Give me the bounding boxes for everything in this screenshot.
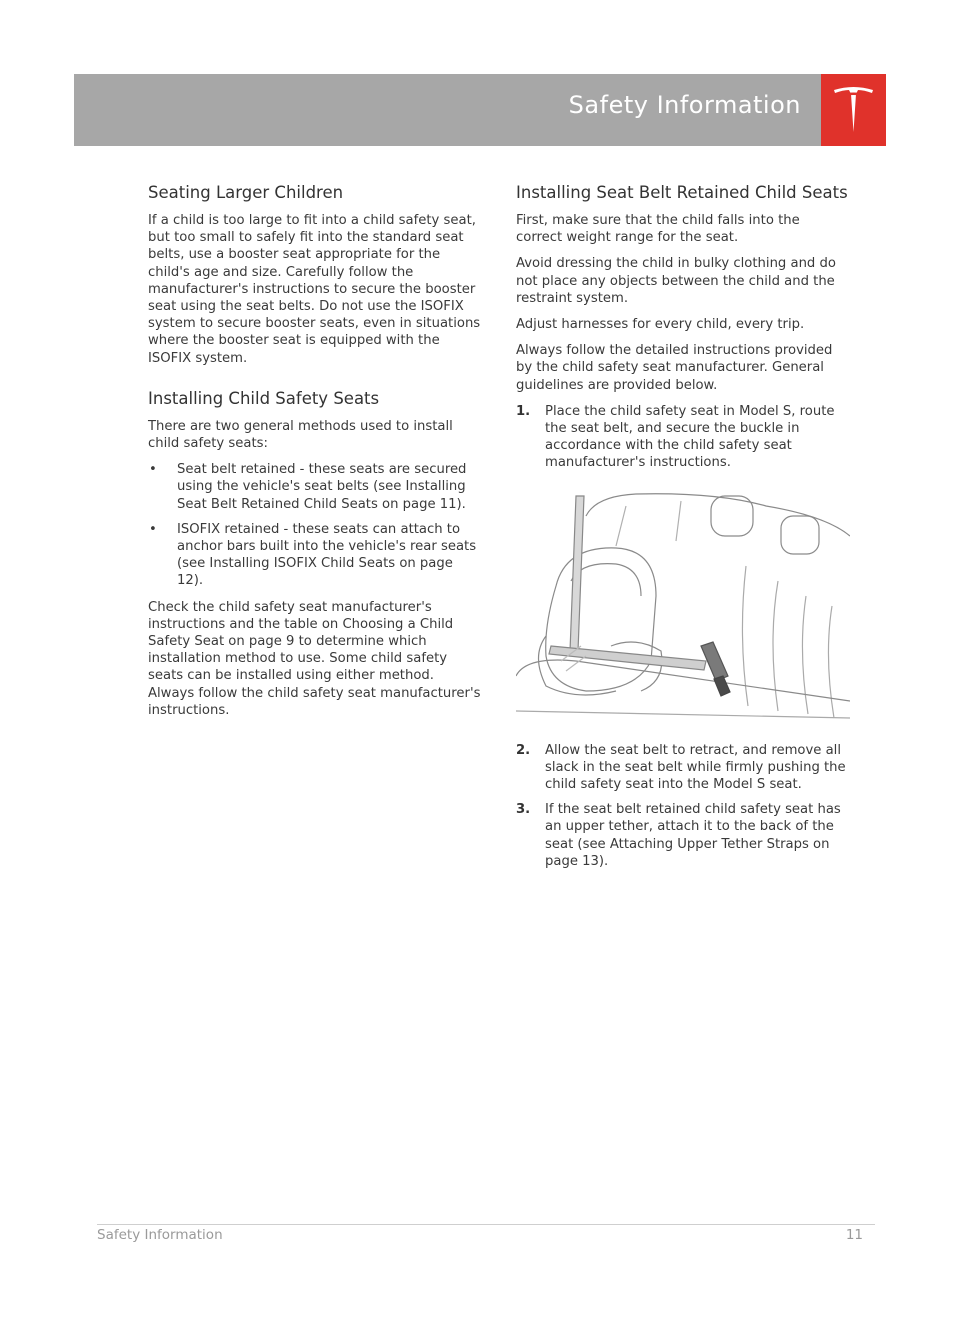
bullet-list [148,461,482,589]
brand-logo [821,74,886,146]
paragraph: Always follow the detailed instructions provided by the child safety seat manufacturer. General guidelines are provided below. [516,343,833,393]
tesla-logo-icon [832,85,875,135]
list-item: • ISOFIX retained - these seats can attach to anchor bars built into the vehicle's rear seats (see Installing ISOFIX Child Seats on page 12). [149,521,477,589]
paragraph-check: Check the child safety seat manufacturer's instructions and the table on Choosing a Child Safety Seat on page 9 to determine which installation method to use. Some child safety seats can be installed using either method. Always follow the child safety seat manufacturer's instructions. [148,599,481,718]
paragraph: Adjust harnesses for every child, every trip. [516,317,805,333]
footer-divider [97,1224,875,1225]
paragraph-larger-children: If a child is too large to fit into a child safety seat, but too small to safely fit into the standard seat belts, use a booster seat appropriate for the child's age and size. Carefully follow the manufacturer's instructions to secure the booster seat using the seat belts. Do not use the ISOFIX system to secure booster seats, even in situations where the booster seat is equipped with the ISOFIX system. [148,213,481,366]
paragraph: First, make sure that the child falls into the correct weight range for the seat. [516,213,800,246]
list-item: • Seat belt retained - these seats are secured using the vehicle's seat belts (see Installing Seat Belt Retained Child Seats on page 11). [149,462,467,512]
right-column [516,182,850,878]
step-item: 3. If the seat belt retained child safety seat has an upper tether, attach it to the back of the seat (see Attaching Upper Tether Straps on page 13). [516,802,841,869]
left-column [148,182,482,728]
child-seat-illustration [516,486,850,724]
section-heading-child-seats: Installing Child Safety Seats [148,388,380,408]
page-number: 11 [845,1227,863,1243]
bullet-icon: • [149,462,157,478]
bullet-icon: • [149,521,157,537]
paragraph: Avoid dressing the child in bulky clothing and do not place any objects between the child and the restraint system. [516,256,836,306]
section-heading-belt-retained: Installing Seat Belt Retained Child Seats [516,183,848,202]
section-heading-larger-children: Seating Larger Children [148,183,344,202]
header-bar [74,74,821,146]
page-title: Safety Information [568,91,801,119]
steps-list [516,403,850,472]
steps-list [516,742,850,870]
paragraph-intro: There are two general methods used to install child safety seats: [148,418,453,452]
step-item: 2. Allow the seat belt to retract, and remove all slack in the seat belt while firmly pushing the child safety seat into the Model S seat. [516,742,846,793]
footer-section-title: Safety Information [97,1227,223,1243]
step-item: 1. Place the child safety seat in Model S, route the seat belt, and secure the buckle in accordance with the child safety seat manufacturer's instructions. [516,403,835,471]
